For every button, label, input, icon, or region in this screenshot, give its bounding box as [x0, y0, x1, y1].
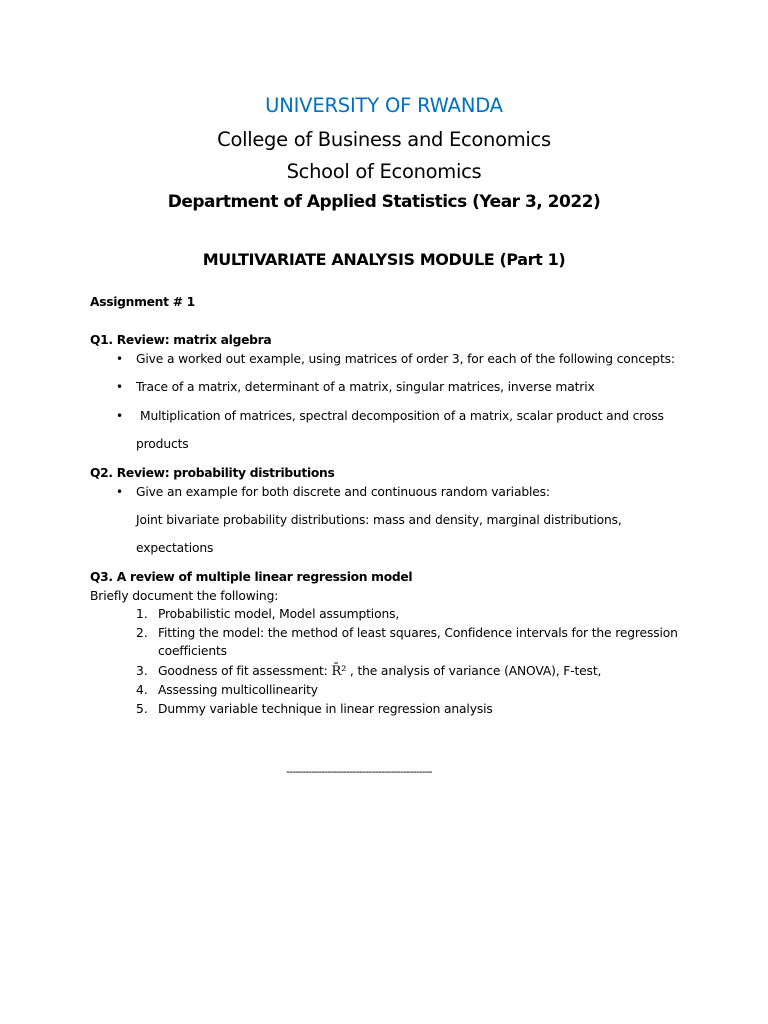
q3-intro: Briefly document the following: — [90, 589, 279, 603]
bullet-icon: • — [116, 485, 124, 499]
list-item-4: Assessing multicollinearity — [158, 683, 318, 697]
bullet-icon: • — [116, 352, 124, 366]
bullet-icon: • — [116, 409, 124, 423]
q2-title: Q2. Review: probability distributions — [90, 466, 335, 480]
list-number: 2. — [136, 626, 148, 640]
q1-bullet-3-line-2: products — [136, 437, 189, 451]
list-number: 5. — [136, 702, 148, 716]
list-item-3 — [158, 663, 601, 680]
list-item-2-line-2: coefficients — [158, 644, 227, 658]
bullet-icon: • — [116, 380, 124, 394]
list-item-5: Dummy variable technique in linear regression analysis — [158, 702, 493, 716]
q2-bullet-1: Give an example for both discrete and continuous random variables: — [136, 485, 550, 499]
q3-title: Q3. A review of multiple linear regression model — [90, 570, 413, 584]
q1-bullet-1: Give a worked out example, using matrices of order 3, for each of the following concepts: — [136, 352, 675, 366]
list-number: 4. — [136, 683, 148, 697]
college-name: College of Business and Economics — [217, 128, 551, 151]
adjusted-r-squared-symbol: R̄² — [331, 664, 347, 679]
assignment-label: Assignment # 1 — [90, 295, 195, 309]
university-name: UNIVERSITY OF RWANDA — [265, 94, 503, 117]
q1-title: Q1. Review: matrix algebra — [90, 333, 272, 347]
department-name: Department of Applied Statistics (Year 3, 2022) — [167, 192, 601, 212]
list-number: 1. — [136, 607, 148, 621]
list-item-2-line-1: Fitting the model: the method of least squares, Confidence intervals for the regression — [158, 626, 678, 640]
module-title: MULTIVARIATE ANALYSIS MODULE (Part 1) — [202, 250, 566, 269]
q1-bullet-2: Trace of a matrix, determinant of a matrix, singular matrices, inverse matrix — [136, 380, 595, 394]
school-name: School of Economics — [286, 160, 482, 183]
q1-bullet-3-line-1: Multiplication of matrices, spectral decomposition of a matrix, scalar product and cross — [140, 409, 664, 423]
list-item-1: Probabilistic model, Model assumptions, — [158, 607, 400, 621]
q2-paragraph-line-2: expectations — [136, 541, 214, 555]
list-number: 3. — [136, 664, 148, 678]
list-item-3-lead: Goodness of fit assessment: — [158, 664, 328, 678]
separator-line: ---------------------------------------------- — [286, 765, 432, 778]
q2-paragraph-line-1: Joint bivariate probability distributions: mass and density, marginal distributions, — [136, 513, 622, 527]
list-item-3-rest: , the analysis of variance (ANOVA), F-test, — [349, 664, 602, 678]
